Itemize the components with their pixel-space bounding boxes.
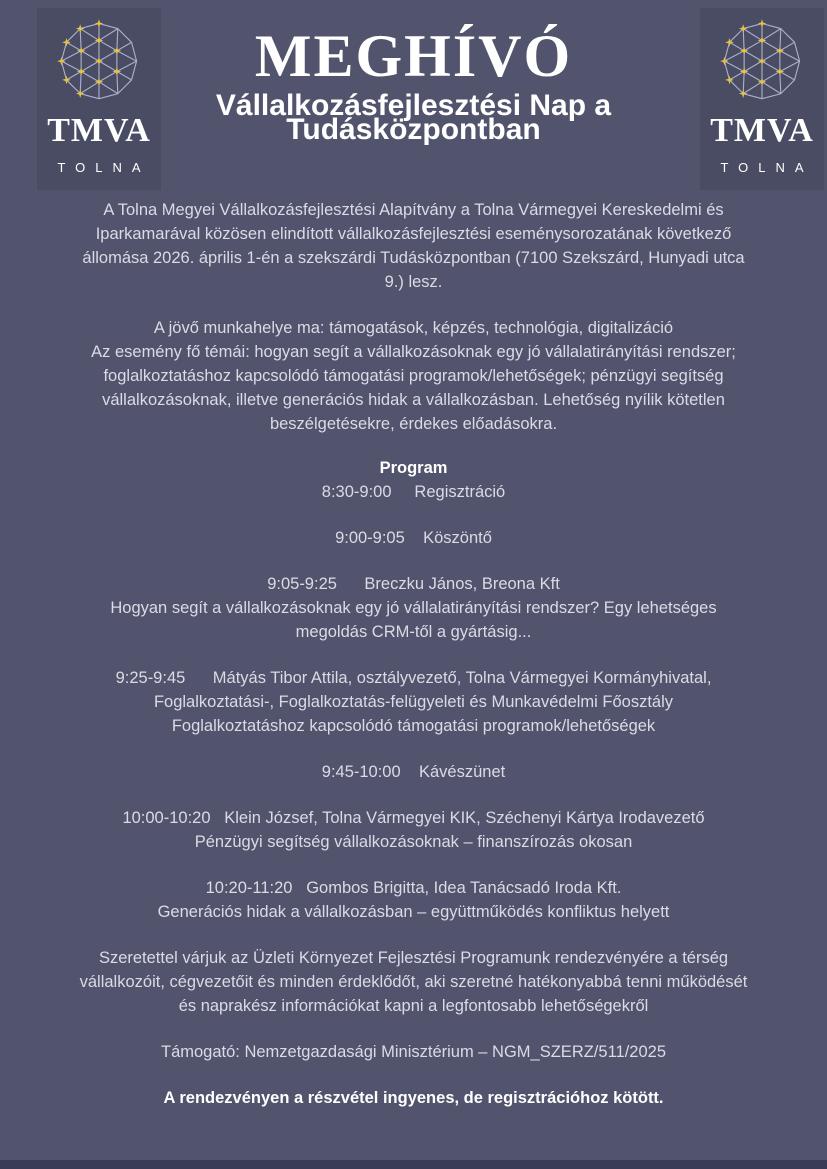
logo-region-text: TOLNA bbox=[720, 160, 814, 175]
poster-body bbox=[0, 198, 827, 1110]
program-line: Pénzügyi segítség vállalkozásoknak – finanszírozás okosan bbox=[194, 833, 633, 851]
subtitle-line: Tudásközpontban bbox=[286, 113, 541, 146]
logo-region-text: TOLNA bbox=[57, 160, 151, 175]
program-line: Foglalkoztatási-, Foglalkoztatás-felügyeleti és Munkavédelmi Főosztály bbox=[153, 693, 674, 711]
program-line: 9:25-9:45 Mátyás Tibor Attila, osztályvezető, Tolna Vármegyei Kormányhivatal, bbox=[115, 669, 712, 687]
text-line: beszélgetésekre, érdekes előadásokra. bbox=[269, 415, 558, 433]
sponsor-line-wrap bbox=[0, 1040, 827, 1064]
geodesic-globe-icon bbox=[52, 16, 146, 110]
program-line: 10:20-11:20 Gombos Brigitta, Idea Tanácsadó Iroda Kft. bbox=[205, 879, 622, 897]
program-line: 9:00-9:05 Köszöntő bbox=[335, 529, 492, 547]
text-line: és naprakész információkat kapni a legfontosabb lehetőségekről bbox=[178, 997, 649, 1015]
text-line: Szeretettel várjuk az Üzleti Környezet Fejlesztési Programunk rendezvényére a térség bbox=[98, 949, 729, 967]
program-line: Generációs hidak a vállalkozásban – együttműködés konfliktus helyett bbox=[157, 903, 670, 921]
program-line: megoldás CRM-től a gyártásig... bbox=[295, 623, 532, 641]
text-line: A Tolna Megyei Vállalkozásfejlesztési Alapítvány a Tolna Vármegyei Kereskedelmi és bbox=[103, 201, 724, 219]
text-line: Iparkamarával közösen elindított vállalkozásfejlesztési eseménysorozatának következő bbox=[95, 225, 732, 243]
program-line: 9:05-9:25 Breczku János, Breona Kft bbox=[267, 575, 560, 593]
sponsor-line: Támogató: Nemzetgazdasági Minisztérium – NGM_SZERZ/511/2025 bbox=[161, 1043, 666, 1061]
text-line: vállalkozásoknak, illetve generációs hidak a vállalkozásban. Lehetőség nyílik kötetlen bbox=[102, 391, 725, 409]
program-line: 9:45-10:00 Kávészünet bbox=[321, 763, 506, 781]
program-line: Foglalkoztatáshoz kapcsolódó támogatási programok/lehetőségek bbox=[171, 717, 656, 735]
geodesic-globe-icon bbox=[715, 16, 809, 110]
program-heading bbox=[0, 456, 827, 480]
subtitle-line: Vállalkozásfejlesztési Nap a bbox=[215, 89, 612, 122]
program-item bbox=[0, 876, 827, 924]
program-item bbox=[0, 526, 827, 550]
closing-paragraph bbox=[0, 946, 827, 1018]
intro-paragraph-1 bbox=[0, 198, 827, 294]
program-item bbox=[0, 806, 827, 854]
text-line: foglalkoztatáshoz kapcsolódó támogatási programok/lehetőségek; pénzügyi segítség bbox=[103, 367, 724, 385]
program-line: 10:00-10:20 Klein József, Tolna Vármegyei KIK, Széchenyi Kártya Irodavezető bbox=[122, 809, 705, 827]
intro-paragraph-2 bbox=[0, 316, 827, 436]
program-item bbox=[0, 572, 827, 644]
program-line: Hogyan segít a vállalkozásoknak egy jó vállalatirányítási rendszer? Egy lehetséges bbox=[110, 599, 717, 617]
page-title: MEGHÍVÓ bbox=[254, 23, 573, 89]
text-line: állomása 2026. április 1-én a szekszárdi Tudásközpontban (7100 Szekszárd, Hunyadi utca bbox=[82, 249, 745, 267]
program-item bbox=[0, 480, 827, 504]
program-item bbox=[0, 760, 827, 784]
text-line: vállalkozóit, cégvezetőit és minden érdeklődőt, aki szeretné hatékonyabbá tenni működését bbox=[79, 973, 748, 991]
program-item bbox=[0, 666, 827, 738]
text-line: 9.) lesz. bbox=[384, 273, 443, 291]
logo-org-text: TMVA bbox=[710, 112, 814, 149]
program-line: 8:30-9:00 Regisztráció bbox=[321, 483, 506, 501]
registration-note-wrap bbox=[0, 1086, 827, 1110]
program-heading-text: Program bbox=[379, 459, 448, 477]
tmva-logo-left bbox=[37, 8, 161, 190]
text-line: Az esemény fő témái: hogyan segít a vállalkozásoknak egy jó vállalatirányítási rendszer; bbox=[91, 343, 736, 361]
registration-note: A rendezvényen a részvétel ingyenes, de regisztrációhoz kötött. bbox=[163, 1089, 664, 1107]
tmva-logo-right bbox=[700, 8, 824, 190]
text-line: A jövő munkahelye ma: támogatások, képzés, technológia, digitalizáció bbox=[153, 319, 674, 337]
logo-org-text: TMVA bbox=[47, 112, 151, 149]
bottom-bar bbox=[0, 1160, 827, 1169]
